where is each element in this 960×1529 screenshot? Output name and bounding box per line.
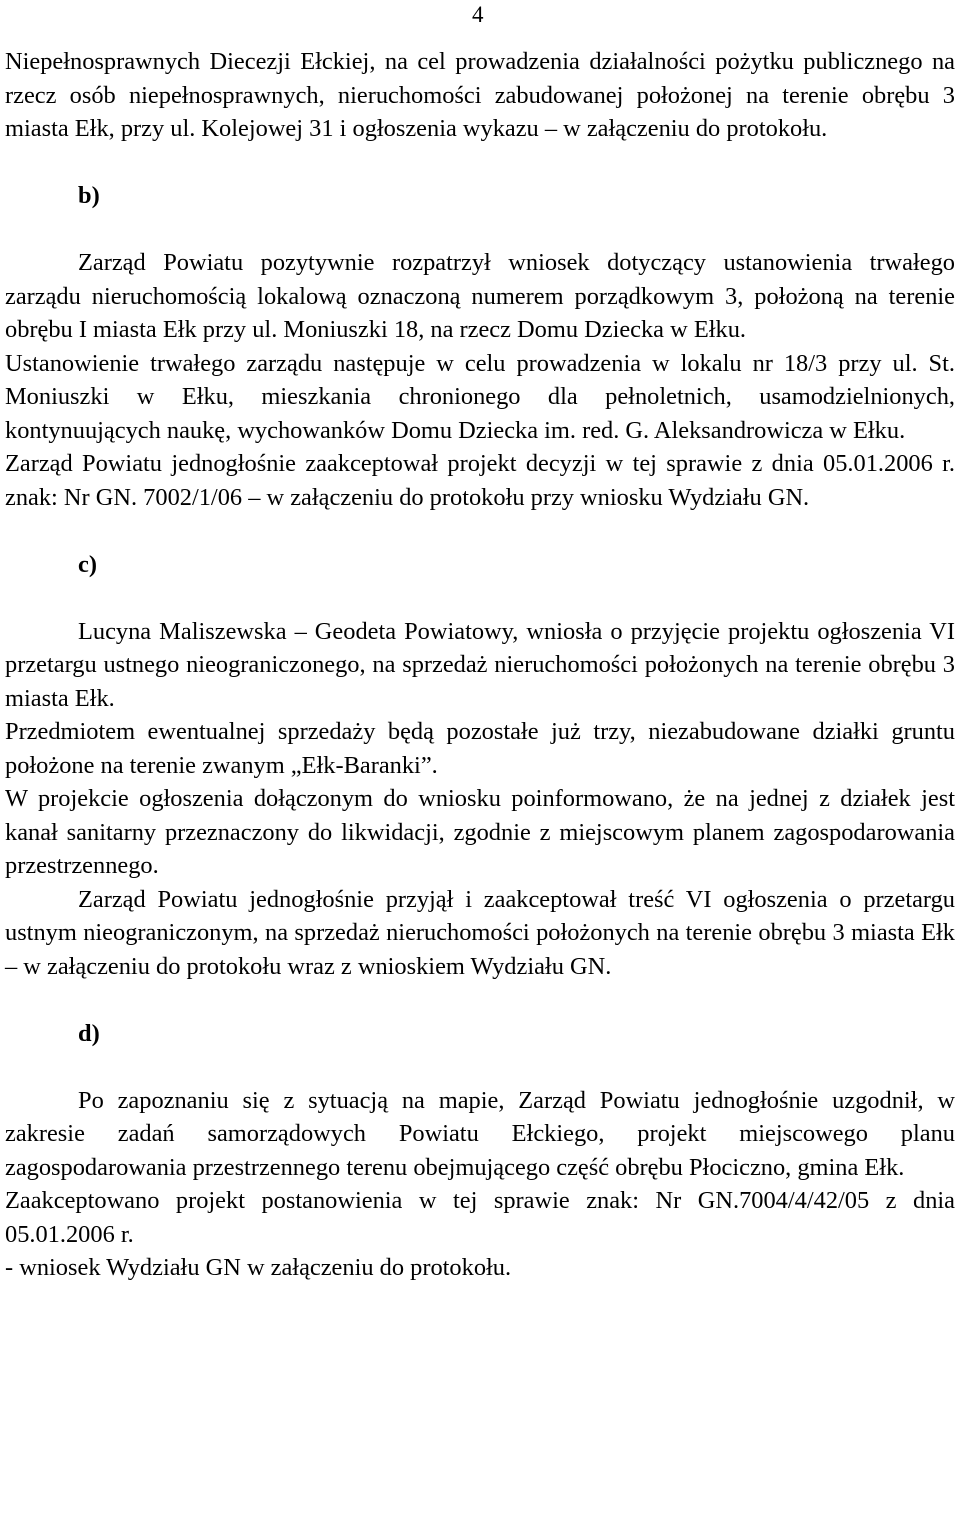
- spacer: [5, 1050, 955, 1084]
- section-c-paragraph-1: Lucyna Maliszewska – Geodeta Powiatowy, wniosła o przyjęcie projektu ogłoszenia VI przetargu ustnego nieograniczonego, na sprzedaż nieruchomości położonych na terenie obrębu 3 miasta Ełk.: [5, 617, 955, 712]
- section-c-paragraph-2: Przedmiotem ewentualnej sprzedaży będą pozostałe już trzy, niezabudowane działki gruntu położone na terenie zwanym „Ełk-Baranki”.: [5, 718, 955, 779]
- section-b-heading: b): [78, 182, 100, 209]
- section-c-heading: c): [78, 550, 97, 578]
- page-number: 4: [472, 2, 484, 27]
- spacer: [5, 983, 955, 1017]
- section-c-paragraph-4: Zarząd Powiatu jednogłośnie przyjął i zaakceptował treść VI ogłoszenia o przetargu ustnym nieograniczonym, na sprzedaż nieruchomości położonych na terenie obrębu 3 miasta Ełk – w załączeniu do protokołu wraz z wnioskiem Wydziału GN.: [5, 885, 955, 980]
- section-d-heading: d): [78, 1019, 100, 1047]
- section-b-paragraph-2: Ustanowienie trwałego zarządu następuje w celu prowadzenia w lokalu nr 18/3 przy ul. St. Moniuszki w Ełku, mieszkania chronionego dla pełnoletnich, usamodzielnionych, kontynuujących naukę, wychowanków Domu Dziecka im. red. G. Aleksandrowicza w Ełku.: [5, 349, 955, 444]
- section-d-paragraph-1: Po zapoznaniu się z sytuacją na mapie, Zarząd Powiatu jednogłośnie uzgodnił, w zakresie zadań samorządowych Powiatu Ełckiego, projekt miejscowego planu zagospodarowania przestrzennego terenu obejmującego część obrębu Płociczno, gmina Ełk.: [5, 1086, 955, 1181]
- section-d-paragraph-3: - wniosek Wydziału GN w załączeniu do protokołu.: [5, 1254, 512, 1281]
- spacer: [5, 146, 955, 180]
- document-body: [5, 45, 955, 1285]
- intro-paragraph: Niepełnosprawnych Diecezji Ełckiej, na cel prowadzenia działalności pożytku publicznego na rzecz osób niepełnosprawnych, nieruchomości zabudowanej położonej na terenie obrębu 3 miasta Ełk, przy ul. Kolejowej 31 i ogłoszenia wykazu – w załączeniu do protokołu.: [5, 48, 955, 142]
- section-c-paragraph-3: W projekcie ogłoszenia dołączonym do wniosku poinformowano, że na jednej z działek jest kanał sanitarny przeznaczony do likwidacji, zgodnie z miejscowym planem zagospodarowania przestrzennego.: [5, 785, 955, 879]
- section-b-paragraph-3: Zarząd Powiatu jednogłośnie zaakceptował projekt decyzji w tej sprawie z dnia 05.01.2006 r. znak: Nr GN. 7002/1/06 – w załączeniu do protokołu przy wniosku Wydziału GN.: [5, 450, 955, 511]
- spacer: [5, 514, 955, 548]
- spacer: [5, 581, 955, 615]
- spacer: [5, 213, 955, 247]
- section-b-paragraph-1: Zarząd Powiatu pozytywnie rozpatrzył wniosek dotyczący ustanowienia trwałego zarządu nieruchomością lokalową oznaczoną numerem porządkowym 3, położoną na terenie obrębu I miasta Ełk przy ul. Moniuszki 18, na rzecz Domu Dziecka w Ełku.: [5, 249, 955, 343]
- section-d-paragraph-2: Zaakceptowano projekt postanowienia w tej sprawie znak: Nr GN.7004/4/42/05 z dnia 05.01.2006 r.: [5, 1187, 955, 1248]
